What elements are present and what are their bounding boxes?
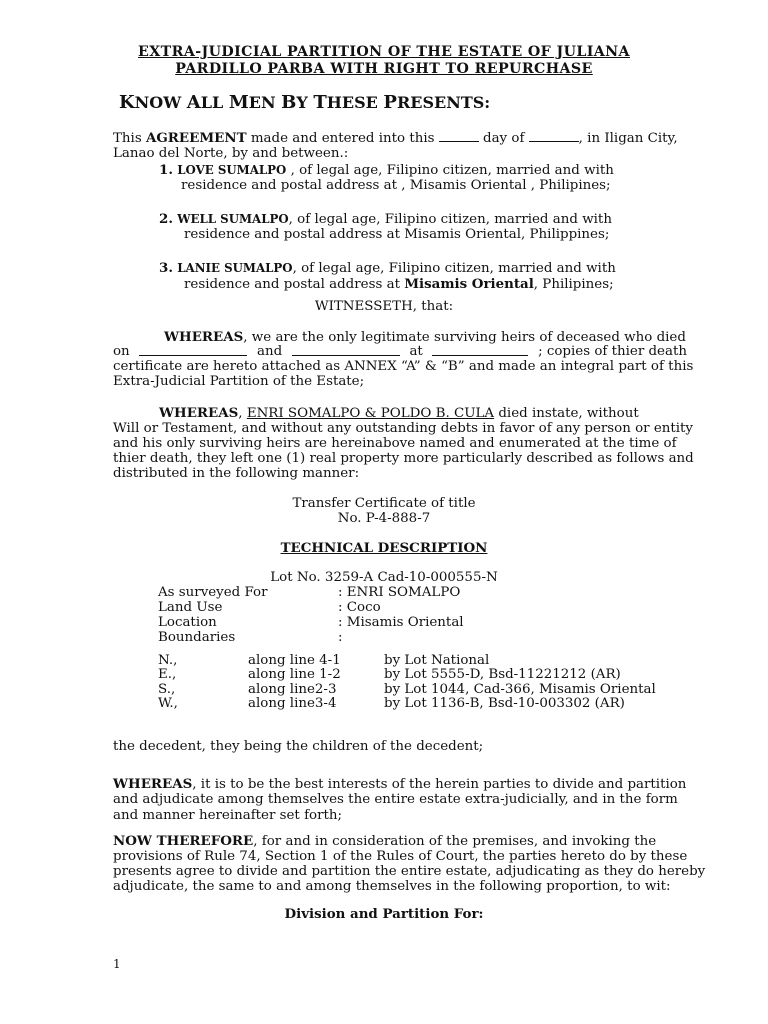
party-3-line-1: 3. LANIE SUMALPO, of legal age, Filipino citizen, married and with xyxy=(159,260,616,276)
now-therefore-line-1: NOW THEREFORE, for and in consideration of the premises, and invoking the xyxy=(113,833,657,849)
boundary-by: by Lot 5555-D, Bsd-11221212 (AR) xyxy=(384,667,621,682)
detail-value-surveyed: : ENRI SOMALPO xyxy=(338,585,461,600)
boundary-line: along line 1-2 xyxy=(248,667,341,682)
party-1-line-1: 1. LOVE SUMALPO , of legal age, Filipino citizen, married and with xyxy=(159,162,614,178)
title-line-1: EXTRA-JUDICIAL PARTITION OF THE ESTATE OF JULIANA xyxy=(138,44,630,60)
now-therefore-line-2: provisions of Rule 74, Section 1 of the Rules of Court, the parties hereto do by these xyxy=(113,849,688,864)
boundary-dir: E., xyxy=(158,667,177,682)
tct-number: No. P-4-888-7 xyxy=(337,511,431,526)
party-2-line-2: residence and postal address at Misamis Oriental, Philippines; xyxy=(184,227,610,242)
whereas-2-line-5: distributed in the following manner: xyxy=(113,466,360,481)
title-line-2: PARDILLO PARBA WITH RIGHT TO REPURCHASE xyxy=(175,61,593,77)
technical-description-heading: TECHNICAL DESCRIPTION xyxy=(280,540,488,556)
whereas-1-line-4: Extra-Judicial Partition of the Estate; xyxy=(113,374,365,389)
witnesseth: WITNESSETH, that: xyxy=(314,299,454,314)
whereas-3-line-1: WHEREAS, it is to be the best interests of the herein parties to divide and partition xyxy=(113,776,687,792)
boundary-by: by Lot 1044, Cad-366, Misamis Oriental xyxy=(384,682,656,697)
detail-value-location: : Misamis Oriental xyxy=(338,615,464,630)
detail-value-boundaries: : xyxy=(338,630,343,645)
whereas-2-line-2: Will or Testament, and without any outstanding debts in favor of any person or entity xyxy=(113,421,693,436)
now-therefore-line-3: presents agree to divide and partition the entire estate, adjudicating as they do hereby xyxy=(113,864,706,879)
know-all-men-heading: KNOW ALL MEN BY THESE PRESENTS: xyxy=(119,92,491,113)
party-1-line-2: residence and postal address at , Misamis Oriental , Philipines; xyxy=(181,178,611,193)
tct-label: Transfer Certificate of title xyxy=(292,496,476,511)
boundary-line: along line2-3 xyxy=(248,682,337,697)
boundary-dir: N., xyxy=(158,653,178,668)
now-therefore-line-4: adjudicate, the same to and among themselves in the following proportion, to wit: xyxy=(113,879,671,894)
whereas-1-line-1: WHEREAS, we are the only legitimate surviving heirs of deceased who died xyxy=(164,329,686,345)
party-2-line-1: 2. WELL SUMALPO, of legal age, Filipino citizen, married and with xyxy=(159,211,612,227)
boundary-dir: S., xyxy=(158,682,176,697)
whereas-3-line-3: and manner hereinafter set forth; xyxy=(113,808,343,823)
whereas-1-line-2: on and at ; copies of thier death xyxy=(113,344,687,359)
detail-label-boundaries: Boundaries xyxy=(158,630,236,645)
party-3-line-2: residence and postal address at Misamis Oriental, Philipines; xyxy=(184,276,614,292)
boundary-dir: W., xyxy=(158,696,178,711)
division-heading: Division and Partition For: xyxy=(284,906,484,922)
agreement-line-1: This AGREEMENT made and entered into this day of , in Iligan City, xyxy=(113,130,678,146)
page-number: 1 xyxy=(113,957,121,971)
detail-label-surveyed: As surveyed For xyxy=(158,585,268,600)
boundary-line: along line3-4 xyxy=(248,696,337,711)
boundary-line: along line 4-1 xyxy=(248,653,341,668)
detail-label-location: Location xyxy=(158,615,217,630)
agreement-line-2: Lanao del Norte, by and between.: xyxy=(113,146,349,161)
lot-number: Lot No. 3259-A Cad-10-000555-N xyxy=(270,570,498,585)
boundary-by: by Lot National xyxy=(384,653,490,668)
whereas-2-line-4: thier death, they left one (1) real property more particularly described as follows and xyxy=(113,451,694,466)
detail-label-land-use: Land Use xyxy=(158,600,223,615)
whereas-1-line-3: certificate are hereto attached as ANNEX “A” & “B” and made an integral part of this xyxy=(113,359,694,374)
whereas-3-line-2: and adjudicate among themselves the entire estate extra-judicially, and in the form xyxy=(113,792,678,807)
whereas-2-line-3: and his only surviving heirs are hereinabove named and enumerated at the time of xyxy=(113,436,677,451)
boundary-by: by Lot 1136-B, Bsd-10-003302 (AR) xyxy=(384,696,625,711)
whereas-2-line-1: WHEREAS, ENRI SOMALPO & POLDO B. CULA died instate, without xyxy=(159,405,639,421)
detail-value-land-use: : Coco xyxy=(338,600,381,615)
decedent-line: the decedent, they being the children of the decedent; xyxy=(113,739,484,754)
